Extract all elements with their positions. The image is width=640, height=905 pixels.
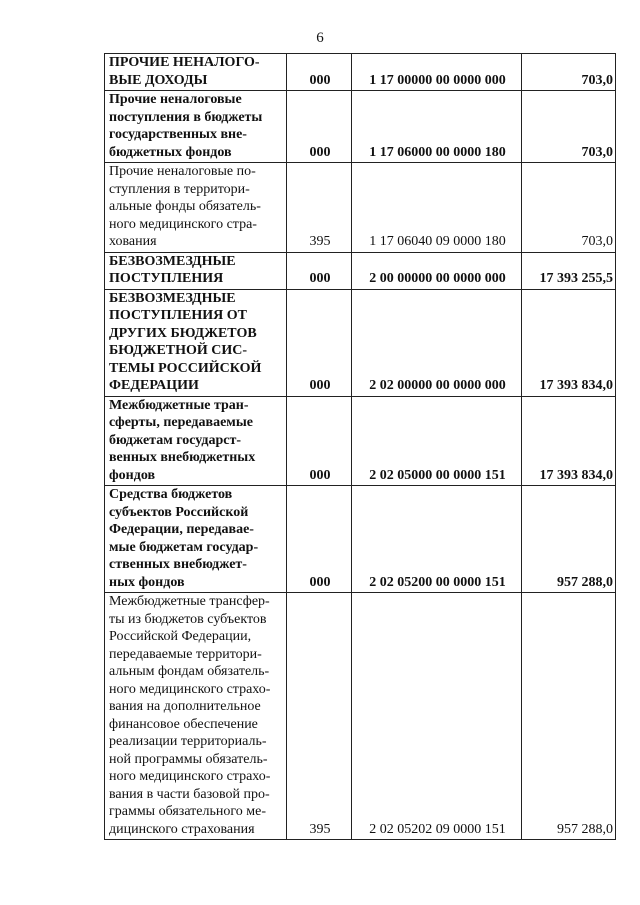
amount-cell: 17 393 834,0 (522, 396, 616, 486)
table-row (105, 593, 616, 840)
table-row (105, 486, 616, 593)
budget-classification-code-cell: 1 17 00000 00 0000 000 (352, 54, 522, 91)
table-row (105, 54, 616, 91)
revenue-name-cell (105, 252, 287, 289)
revenue-name-line: сферты, передаваемые (109, 415, 253, 430)
admin-code-cell: 000 (287, 289, 352, 396)
revenue-name-line: поступления в бюджеты (109, 109, 263, 125)
budget-classification-code-cell: 1 17 06000 00 0000 180 (352, 91, 522, 163)
budget-classification-code-cell: 1 17 06040 09 0000 180 (352, 163, 522, 253)
page-number: 6 (316, 30, 324, 46)
revenue-name-line: БЮДЖЕТНОЙ СИС- (109, 343, 248, 358)
revenue-name-cell (105, 54, 287, 91)
budget-classification-code-cell: 2 00 00000 00 0000 000 (352, 252, 522, 289)
revenue-name-line: Межбюджетные трансфер- (109, 594, 270, 609)
budget-classification-code-cell: 2 02 05202 09 0000 151 (352, 593, 522, 840)
revenue-name-line: ПОСТУПЛЕНИЯ (109, 271, 224, 286)
revenue-name-line: БЕЗВОЗМЕЗДНЫЕ (109, 253, 236, 269)
revenue-name-cell (105, 91, 287, 163)
table-body (105, 54, 616, 840)
admin-code-cell: 395 (287, 163, 352, 253)
revenue-name-line: ПРОЧИЕ НЕНАЛОГО- (109, 55, 260, 70)
amount-cell: 17 393 255,5 (522, 252, 616, 289)
revenue-name-line: альным фондам обязатель- (109, 664, 270, 679)
admin-code-cell: 000 (287, 486, 352, 593)
revenue-name-line: ты из бюджетов субъектов (109, 611, 267, 627)
amount-cell: 703,0 (522, 54, 616, 91)
revenue-name-line: ных фондов (109, 574, 185, 590)
revenue-name-line: Российской Федерации, (109, 629, 252, 644)
revenue-name-line: БЕЗВОЗМЕЗДНЫЕ (109, 290, 236, 306)
revenue-name-line: ВЫЕ ДОХОДЫ (109, 72, 208, 88)
amount-cell: 957 288,0 (522, 486, 616, 593)
table-row (105, 289, 616, 396)
admin-code-cell: 000 (287, 396, 352, 486)
budget-classification-code-cell: 2 02 00000 00 0000 000 (352, 289, 522, 396)
revenue-name-line: фондов (109, 467, 156, 483)
revenue-name-line: Межбюджетные тран- (109, 397, 249, 413)
amount-cell: 703,0 (522, 163, 616, 253)
revenue-name-line: ного медицинского страхо- (109, 769, 271, 784)
table-row (105, 163, 616, 253)
revenue-name-line: венных внебюджетных (109, 450, 256, 465)
revenue-name-line: ного медицинского страхо- (109, 681, 271, 697)
revenue-name-line: Федерации, передавае- (109, 522, 254, 537)
table-row (105, 252, 616, 289)
budget-classification-code-cell: 2 02 05200 00 0000 151 (352, 486, 522, 593)
revenue-name-line: государственных вне- (109, 127, 247, 142)
revenue-name-line: реализации территориаль- (109, 734, 267, 749)
revenue-name-line: ступления в территори- (109, 181, 250, 197)
revenue-name-line: ТЕМЫ РОССИЙСКОЙ (109, 360, 262, 376)
revenue-name-line: граммы обязательного ме- (109, 804, 267, 819)
revenue-name-cell (105, 289, 287, 396)
revenue-name-line: Прочие неналоговые (109, 92, 242, 107)
admin-code-cell: 395 (287, 593, 352, 840)
revenue-name-line: финансовое обеспечение (109, 716, 258, 732)
revenue-name-line: передаваемые территори- (109, 646, 262, 662)
table-row (105, 91, 616, 163)
revenue-name-cell (105, 593, 287, 840)
revenue-name-cell (105, 396, 287, 486)
revenue-name-line: ного медицинского стра- (109, 216, 257, 232)
revenue-name-line: Прочие неналоговые по- (109, 164, 256, 179)
amount-cell: 703,0 (522, 91, 616, 163)
revenue-name-line: ФЕДЕРАЦИИ (109, 378, 199, 393)
revenue-name-line: бюджетных фондов (109, 144, 232, 160)
revenue-name-line: мые бюджетам государ- (109, 539, 259, 555)
admin-code-cell: 000 (287, 252, 352, 289)
revenue-name-line: ственных внебюджет- (109, 557, 247, 572)
revenue-name-line: ПОСТУПЛЕНИЯ ОТ (109, 308, 247, 323)
admin-code-cell: 000 (287, 54, 352, 91)
revenue-name-line: альные фонды обязатель- (109, 199, 261, 214)
revenue-name-line: Средства бюджетов (109, 487, 233, 502)
revenue-name-line: хования (109, 234, 157, 249)
revenue-name-cell (105, 486, 287, 593)
admin-code-cell: 000 (287, 91, 352, 163)
revenue-name-line: дицинского страхования (109, 821, 255, 837)
budget-classification-code-cell: 2 02 05000 00 0000 151 (352, 396, 522, 486)
amount-cell: 17 393 834,0 (522, 289, 616, 396)
revenue-name-line: субъектов Российской (109, 504, 249, 520)
amount-cell: 957 288,0 (522, 593, 616, 840)
revenue-name-line: вания в части базовой про- (109, 786, 270, 802)
table-row (105, 396, 616, 486)
revenue-name-line: бюджетам государст- (109, 432, 242, 448)
revenue-name-line: ной программы обязатель- (109, 751, 268, 767)
revenue-name-cell (105, 163, 287, 253)
budget-revenue-table (104, 53, 616, 840)
revenue-name-line: ДРУГИХ БЮДЖЕТОВ (109, 325, 257, 341)
revenue-name-line: вания на дополнительное (109, 699, 261, 714)
